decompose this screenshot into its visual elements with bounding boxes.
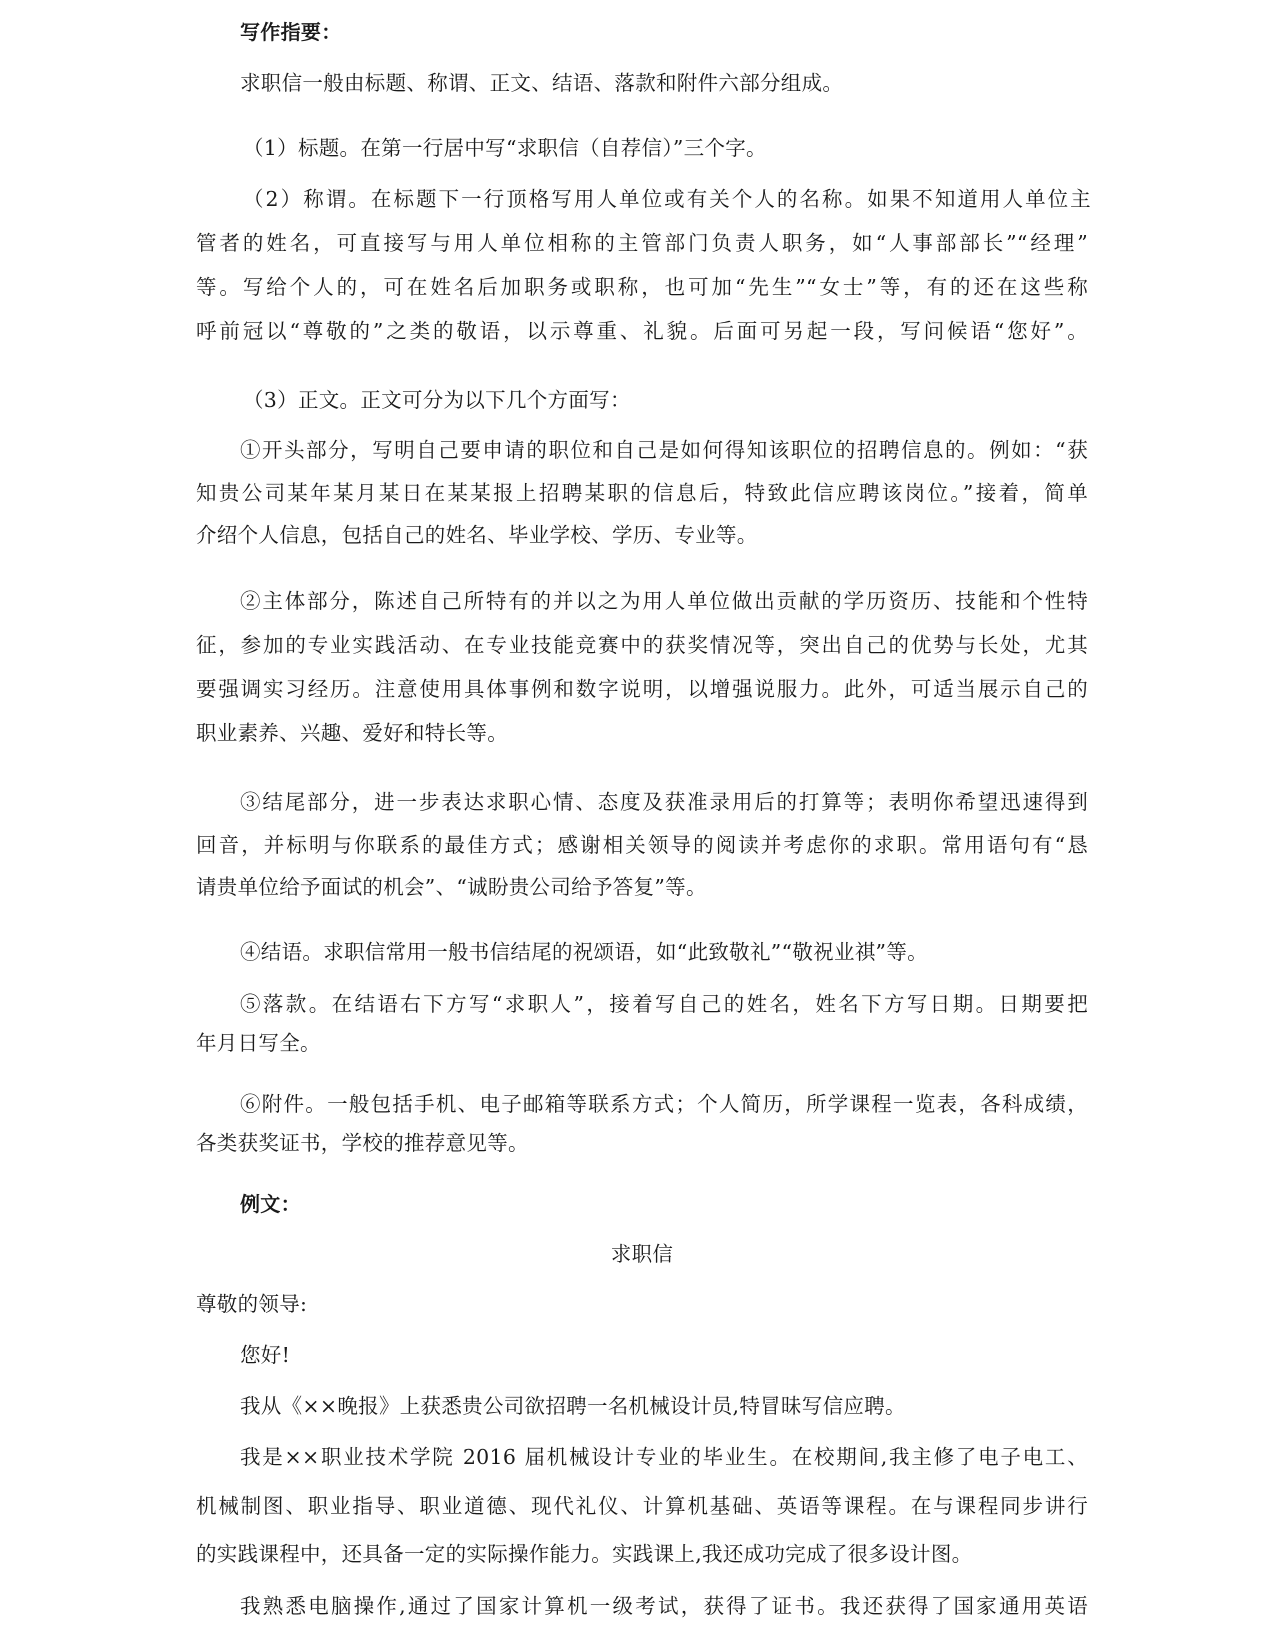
example-heading: 例文：: [240, 1192, 301, 1216]
letter-paragraph-line: 我是××职业技术学院 2016 届机械设计专业的毕业生。在校期间,我主修了电子电工、: [240, 1445, 1088, 1469]
guide-title-item: （1）标题。在第一行居中写“求职信（自荐信）”三个字。: [243, 136, 767, 160]
guide-signature-line: ⑤落款。在结语右下方写“求职人”，接着写自己的姓名，姓名下方写日期。日期要把: [240, 992, 1088, 1016]
guide-opening-line: 知贵公司某年某月某日在某某报上招聘某职的信息后，特致此信应聘该岗位。”接着，简单: [196, 481, 1088, 505]
guide-ending-line: 请贵单位给予面试的机会”、“诚盼贵公司给予答复”等。: [196, 875, 707, 899]
guide-body-item: （3）正文。正文可分为以下几个方面写：: [243, 388, 631, 412]
guide-main-line: 要强调实习经历。注意使用具体事例和数字说明，以增强说服力。此外，可适当展示自己的: [196, 677, 1088, 701]
guide-attachment-line: 各类获奖证书，学校的推荐意见等。: [196, 1131, 529, 1155]
letter-salutation: 尊敬的领导:: [196, 1292, 308, 1316]
guide-signature-line: 年月日写全。: [196, 1031, 321, 1055]
guide-salutation-line: 等。写给个人的，可在姓名后加职务或职称，也可加“先生”“女士”等，有的还在这些称: [196, 275, 1088, 299]
guide-attachment-line: ⑥附件。一般包括手机、电子邮箱等联系方式；个人简历，所学课程一览表，各科成绩，: [240, 1092, 1088, 1116]
guide-salutation-line: 管者的姓名，可直接写与用人单位相称的主管部门负责人职务，如“人事部部长”“经理”: [196, 231, 1088, 255]
guide-salutation-line: 呼前冠以“尊敬的”之类的敬语，以示尊重、礼貌。后面可另起一段，写问候语“您好”。: [196, 319, 1088, 343]
guide-main-line: ②主体部分，陈述自己所特有的并以之为用人单位做出贡献的学历资历、技能和个性特: [240, 589, 1088, 613]
guide-opening-line: 介绍个人信息，包括自己的姓名、毕业学校、学历、专业等。: [196, 523, 758, 547]
guide-opening-line: ①开头部分，写明自己要申请的职位和自己是如何得知该职位的招聘信息的。例如：“获: [240, 438, 1088, 462]
guide-closing-line: ④结语。求职信常用一般书信结尾的祝颂语，如“此致敬礼”“敬祝业祺”等。: [240, 940, 928, 964]
guide-heading: 写作指要：: [240, 20, 342, 44]
letter-paragraph-line: 的实践课程中，还具备一定的实际操作能力。实践课上,我还成功完成了很多设计图。: [196, 1542, 973, 1566]
letter-greeting: 您好!: [240, 1343, 291, 1367]
letter-title: 求职信: [610, 1242, 674, 1266]
guide-ending-line: 回音，并标明与你联系的最佳方式；感谢相关领导的阅读并考虑你的求职。常用语句有“恳: [196, 833, 1088, 857]
guide-ending-line: ③结尾部分，进一步表达求职心情、态度及获准录用后的打算等；表明你希望迅速得到: [240, 790, 1088, 814]
guide-intro: 求职信一般由标题、称谓、正文、结语、落款和附件六部分组成。: [240, 71, 844, 95]
letter-paragraph-line: 我熟悉电脑操作,通过了国家计算机一级考试，获得了证书。我还获得了国家通用英语: [240, 1594, 1088, 1618]
guide-salutation-line: （2）称谓。在标题下一行顶格写用人单位或有关个人的名称。如果不知道用人单位主: [243, 187, 1091, 211]
letter-paragraph-line: 机械制图、职业指导、职业道德、现代礼仪、计算机基础、英语等课程。在与课程同步讲行: [196, 1494, 1088, 1518]
letter-paragraph: 我从《××晚报》上获悉贵公司欲招聘一名机械设计员,特冒昧写信应聘。: [240, 1394, 906, 1418]
guide-main-line: 职业素养、兴趣、爱好和特长等。: [196, 721, 508, 745]
guide-main-line: 征，参加的专业实践活动、在专业技能竞赛中的获奖情况等，突出自己的优势与长处，尤其: [196, 633, 1088, 657]
